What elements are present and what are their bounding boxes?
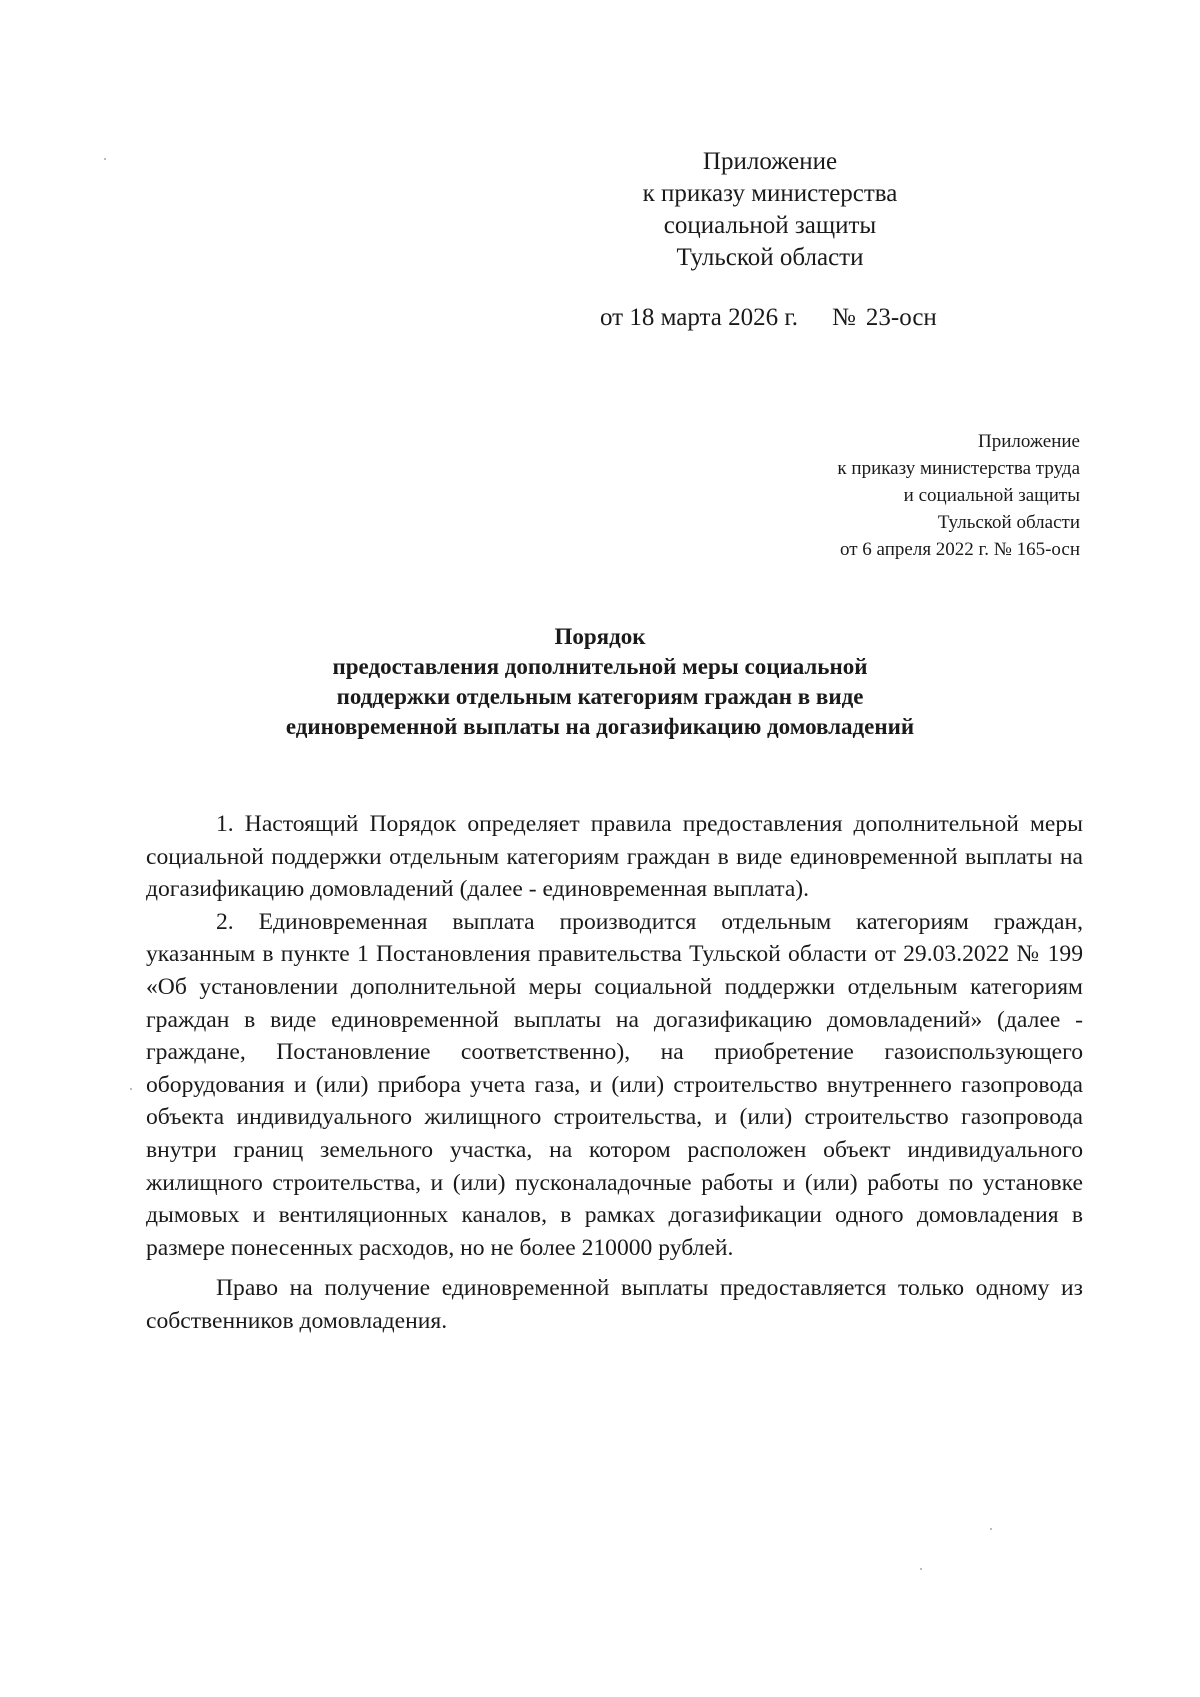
document-title bbox=[120, 622, 1080, 742]
paragraph-3: Право на получение единовременной выплаты предоставляется только одному из собственников домовладения. bbox=[146, 1275, 1083, 1334]
appendix-label: Приложение bbox=[702, 148, 838, 175]
scan-artifact bbox=[104, 158, 106, 160]
appendix-header-current bbox=[600, 146, 940, 274]
prev-appendix-region-line: Тульской области bbox=[937, 512, 1080, 533]
title-line-1: Порядок bbox=[554, 624, 646, 649]
scan-artifact bbox=[920, 1568, 922, 1570]
prev-appendix-order-line: к приказу министерства труда bbox=[837, 458, 1080, 479]
order-reference bbox=[600, 302, 937, 334]
title-line-4: единовременной выплаты на догазификацию домовладений bbox=[285, 714, 915, 739]
title-line-2: предоставления дополнительной меры социальной bbox=[332, 654, 868, 679]
prev-appendix-ministry-line: и социальной защиты bbox=[903, 485, 1080, 506]
paragraph-1: 1. Настоящий Порядок определяет правила предоставления дополнительной меры социальной поддержки отдельным категориям граждан в виде единовременной выплаты на догазификацию домовладений (далее - единовременная выплата). bbox=[146, 811, 1083, 903]
order-number: 23-осн bbox=[865, 304, 937, 331]
order-date: от 18 марта 2026 г. bbox=[600, 304, 799, 331]
order-number-sign: № bbox=[832, 304, 856, 331]
prev-appendix-label: Приложение bbox=[978, 431, 1080, 452]
prev-appendix-date-number: от 6 апреля 2022 г. № 165-осн bbox=[840, 539, 1080, 560]
title-line-3: поддержки отдельным категориям граждан в виде bbox=[336, 684, 864, 709]
document-body bbox=[146, 808, 1083, 1338]
appendix-region-line: Тульской области bbox=[676, 244, 864, 271]
appendix-order-line: к приказу министерства bbox=[642, 180, 898, 207]
appendix-ministry-line: социальной защиты bbox=[663, 212, 877, 239]
paragraph-2: 2. Единовременная выплата производится отдельным категориям граждан, указанным в пункте 1 Постановления правительства Тульской области от 29.03.2022 № 199 «Об установлении дополнительной меры социальной поддержки отдельным категориям граждан в виде единовременной выплаты на догазификацию домовладений» (далее - граждане, Постановление соответственно), на приобретение газоиспользующего оборудования и (или) прибора учета газа, и (или) строительство внутреннего газопровода объекта индивидуального жилищного строительства, и (или) строительство газопровода внутри границ земельного участка, на котором расположен объект индивидуального жилищного строительства, и (или) пусконаладочные работы и (или) работы по установке дымовых и вентиляционных каналов, в рамках догазификации одного домовладения в размере понесенных расходов, но не более 210000 рублей. bbox=[146, 908, 1083, 1261]
appendix-header-previous bbox=[660, 428, 1080, 563]
scan-artifact bbox=[990, 1528, 992, 1530]
scan-artifact bbox=[130, 1088, 132, 1090]
